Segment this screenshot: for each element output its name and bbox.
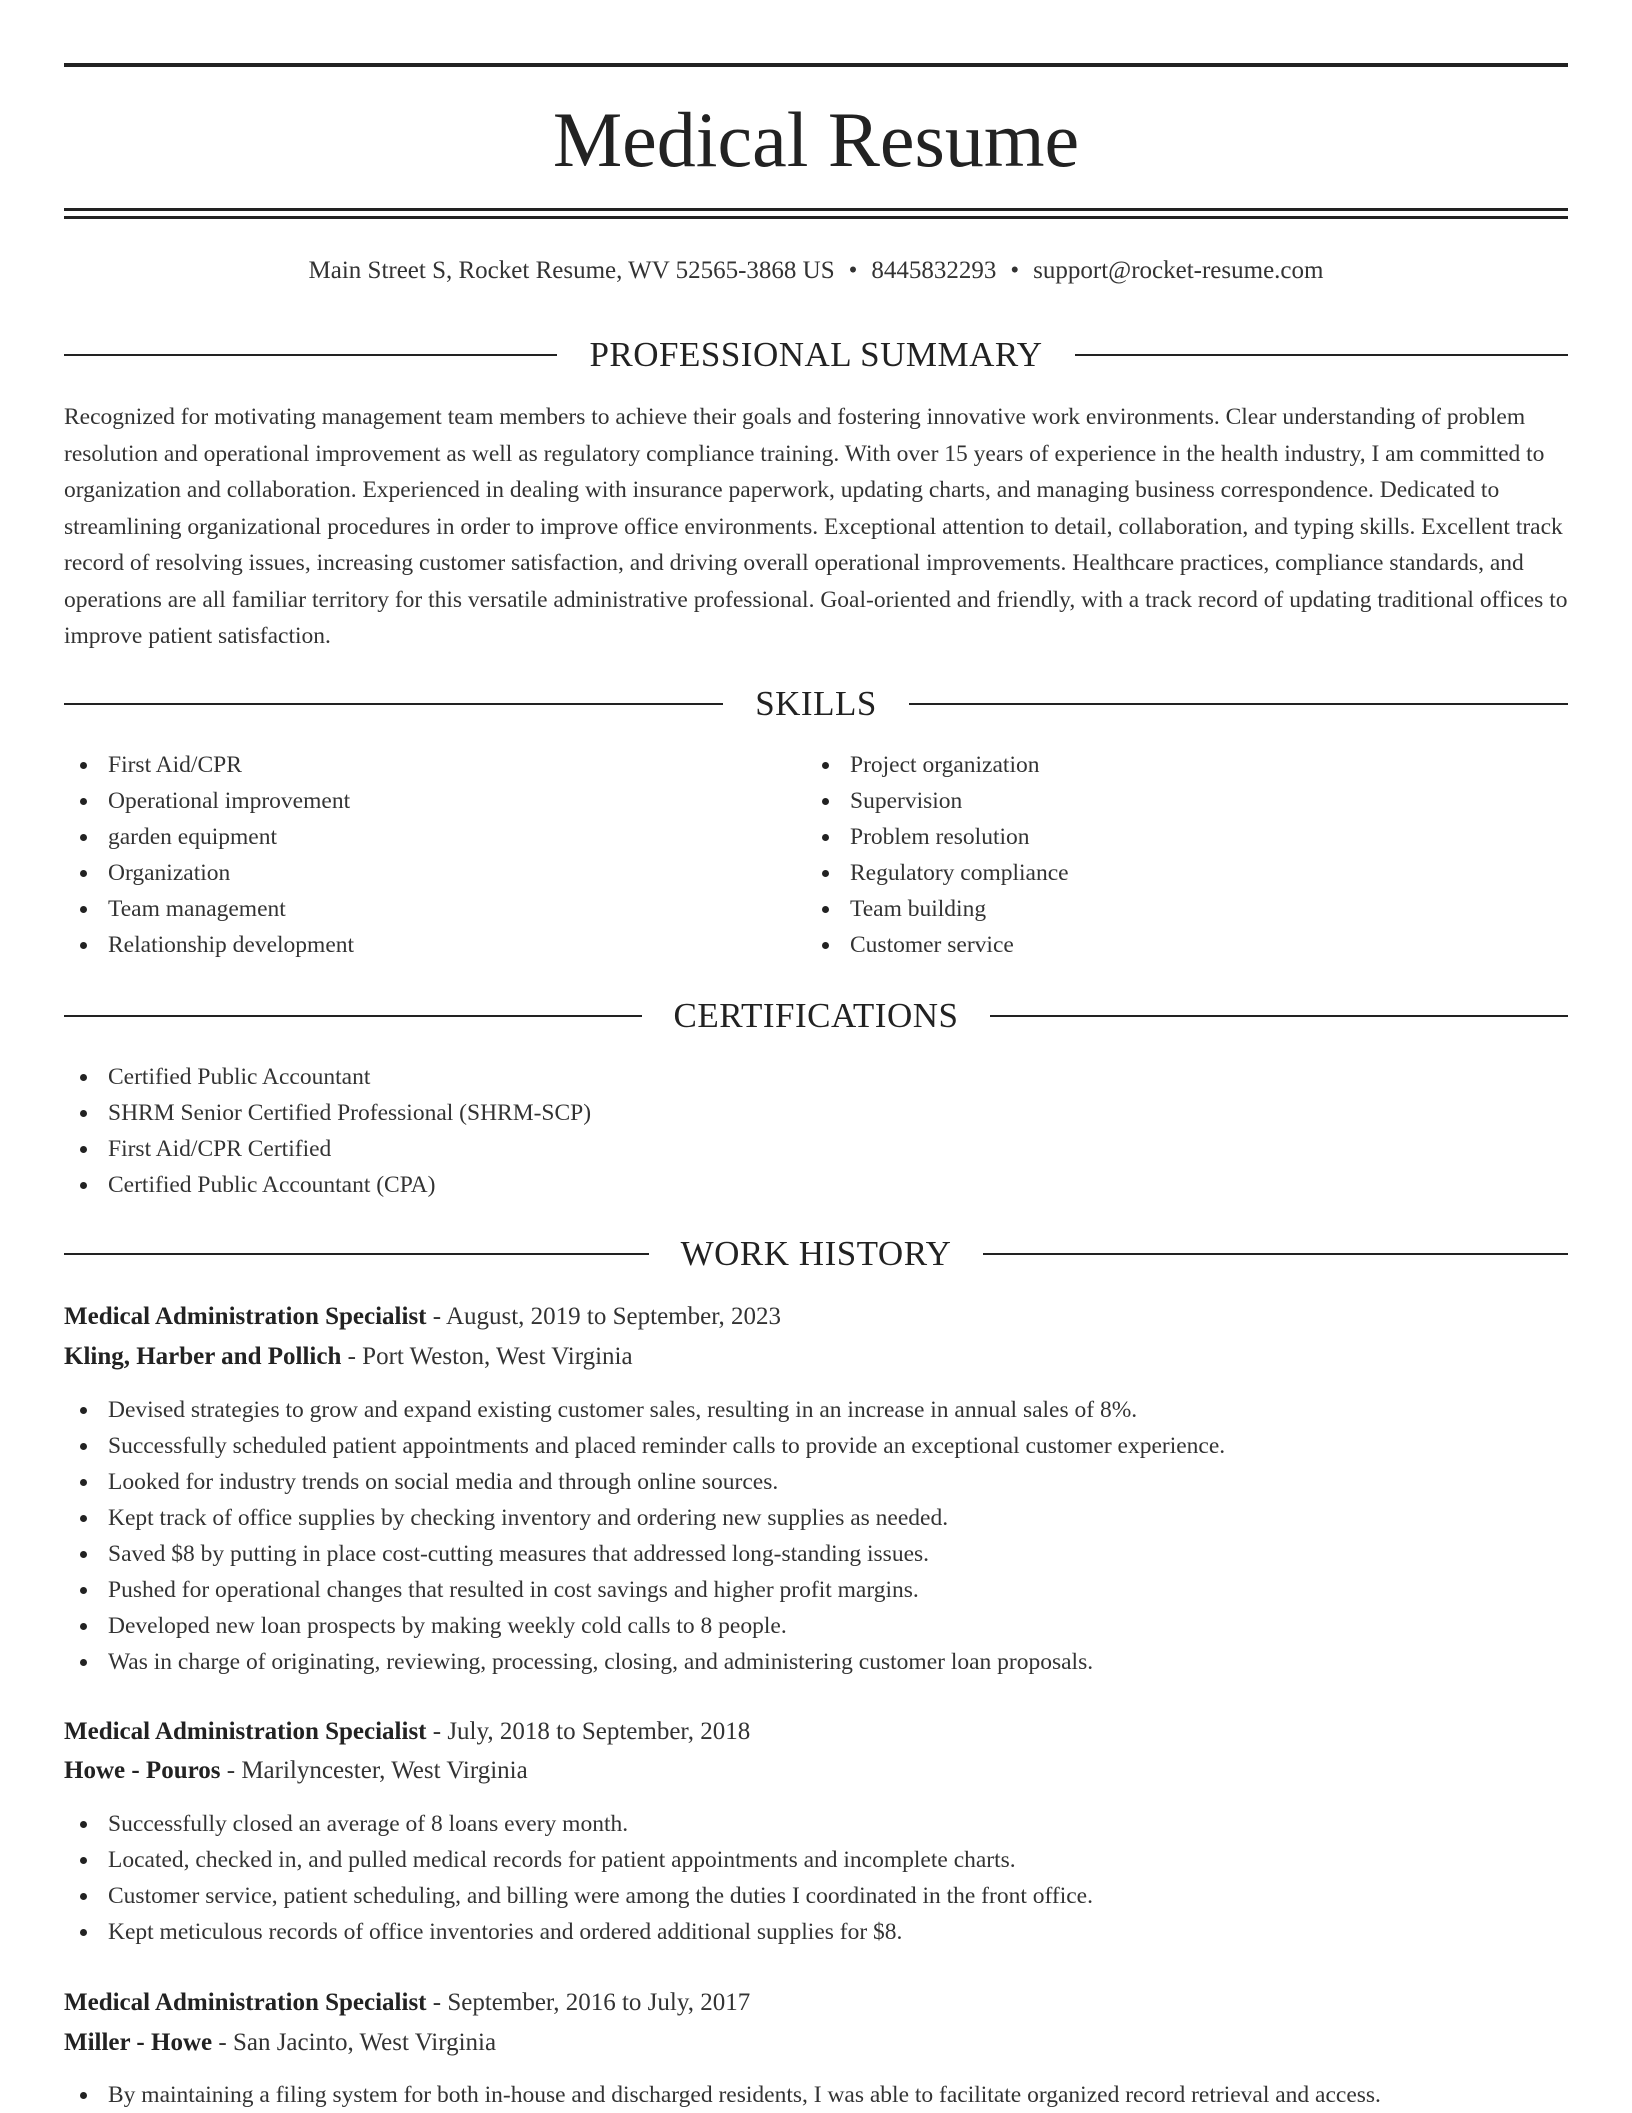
heading-rule-left xyxy=(64,354,557,356)
skill-item: Team management xyxy=(64,891,354,927)
summary-heading xyxy=(64,333,1568,377)
skill-item: Relationship development xyxy=(64,927,354,963)
job-bullet: Saved $8 by putting in place cost-cutting measures that addressed long-standing issues. xyxy=(64,1536,1225,1572)
job-company: Miller - Howe xyxy=(64,2029,213,2056)
job-bullet: Successfully closed an average of 8 loans every month. xyxy=(64,1806,1093,1842)
job-bullet: Developed new loan prospects by making weekly cold calls to 8 people. xyxy=(64,1608,1225,1644)
contact-email: support@rocket-resume.com xyxy=(1033,257,1324,284)
job-company: Howe - Pouros xyxy=(64,1757,221,1784)
job-dates: August, 2019 to September, 2023 xyxy=(445,1303,782,1330)
skill-item: First Aid/CPR xyxy=(64,747,354,783)
document-title: Medical Resume xyxy=(552,96,1080,183)
job-company: Kling, Harber and Pollich xyxy=(64,1343,342,1370)
heading-rule-left xyxy=(64,703,723,705)
title-rule-upper xyxy=(64,208,1568,211)
skills-heading-label: SKILLS xyxy=(755,684,877,723)
skill-item: Operational improvement xyxy=(64,783,354,819)
job-role: Medical Administration Specialist xyxy=(64,1718,427,1745)
job-role-line: Medical Administration Specialist - September, 2016 to July, 2017 xyxy=(64,1989,751,2016)
top-rule xyxy=(64,63,1568,67)
summary-heading-label: PROFESSIONAL SUMMARY xyxy=(589,335,1043,374)
skill-item: Organization xyxy=(64,855,354,891)
skills-heading xyxy=(64,682,1568,726)
contact-separator: • xyxy=(848,257,858,284)
job-role-line: Medical Administration Specialist - August, 2019 to September, 2023 xyxy=(64,1303,782,1330)
skill-item: Supervision xyxy=(806,783,1069,819)
job-bullet: Located, checked in, and pulled medical records for patient appointments and incomplete charts. xyxy=(64,1842,1093,1878)
heading-rule-right xyxy=(983,1253,1568,1255)
contact-separator: • xyxy=(1010,257,1020,284)
heading-rule-right xyxy=(990,1015,1568,1017)
heading-rule-left xyxy=(64,1253,649,1255)
job-company-line: Miller - Howe - San Jacinto, West Virginia xyxy=(64,2029,497,2056)
job-bullet: Kept track of office supplies by checking inventory and ordering new supplies as needed. xyxy=(64,1500,1225,1536)
job-role-line: Medical Administration Specialist - July, 2018 to September, 2018 xyxy=(64,1718,751,1745)
job-role: Medical Administration Specialist xyxy=(64,1989,427,2016)
skill-item: Regulatory compliance xyxy=(806,855,1069,891)
job-bullet: Successfully scheduled patient appointments and placed reminder calls to provide an exceptional customer experience. xyxy=(64,1428,1225,1464)
certification-item: Certified Public Accountant xyxy=(64,1059,591,1095)
skill-item: garden equipment xyxy=(64,819,354,855)
work-history-heading xyxy=(64,1232,1568,1276)
job-bullet: Pushed for operational changes that resulted in cost savings and higher profit margins. xyxy=(64,1572,1225,1608)
job-bullet: Customer service, patient scheduling, and billing were among the duties I coordinated in the front office. xyxy=(64,1878,1093,1914)
job-dates: September, 2016 to July, 2017 xyxy=(447,1989,751,2016)
job-bullet: Was in charge of originating, reviewing, processing, closing, and administering customer loan proposals. xyxy=(64,1644,1225,1680)
title-rule-lower xyxy=(64,216,1568,219)
certification-item: First Aid/CPR Certified xyxy=(64,1131,591,1167)
skills-list-left xyxy=(64,747,354,963)
job-bullets xyxy=(64,1392,1225,1680)
certification-item: SHRM Senior Certified Professional (SHRM-SCP) xyxy=(64,1095,591,1131)
job-bullets xyxy=(64,1806,1093,1950)
certifications-list xyxy=(64,1059,591,1203)
job-bullet: Looked for industry trends on social media and through online sources. xyxy=(64,1464,1225,1500)
skill-item: Team building xyxy=(806,891,1069,927)
job-dates: July, 2018 to September, 2018 xyxy=(447,1718,751,1745)
heading-rule-right xyxy=(909,703,1568,705)
certification-item: Certified Public Accountant (CPA) xyxy=(64,1167,591,1203)
job-location: San Jacinto, West Virginia xyxy=(232,2029,497,2056)
contact-line xyxy=(64,254,1568,288)
skill-item: Customer service xyxy=(806,927,1069,963)
contact-phone: 8445832293 xyxy=(871,257,997,284)
job-location: Port Weston, West Virginia xyxy=(362,1343,633,1370)
skill-item: Problem resolution xyxy=(806,819,1069,855)
job-bullet: Kept meticulous records of office inventories and ordered additional supplies for $8. xyxy=(64,1914,1093,1950)
contact-address: Main Street S, Rocket Resume, WV 52565-3868 US xyxy=(308,257,835,284)
job-company-line: Howe - Pouros - Marilyncester, West Virginia xyxy=(64,1757,528,1784)
work-history-heading-label: WORK HISTORY xyxy=(680,1234,952,1273)
job-bullet: Devised strategies to grow and expand existing customer sales, resulting in an increase in annual sales of 8%. xyxy=(64,1392,1225,1428)
certifications-heading xyxy=(64,994,1568,1038)
job-location: Marilyncester, West Virginia xyxy=(241,1757,528,1784)
certifications-heading-label: CERTIFICATIONS xyxy=(673,996,959,1035)
skill-item: Project organization xyxy=(806,747,1069,783)
heading-rule-right xyxy=(1075,354,1568,356)
job-bullets xyxy=(64,2077,1381,2113)
job-bullet: By maintaining a filing system for both in-house and discharged residents, I was able to facilitate organized record retrieval and access. xyxy=(64,2077,1381,2113)
skills-list-right xyxy=(806,747,1069,963)
job-company-line: Kling, Harber and Pollich - Port Weston, West Virginia xyxy=(64,1343,633,1370)
job-role: Medical Administration Specialist xyxy=(64,1303,427,1330)
summary-text: Recognized for motivating management team members to achieve their goals and fostering innovative work environments. Clear understanding of problem resolution and operational improvement as well as regulatory compliance training. With over 15 years of experience in the health industry, I am committed to organization and collaboration. Experienced in dealing with insurance paperwork, updating charts, and managing business correspondence. Dedicated to streamlining organizational procedures in order to improve office environments. Exceptional attention to detail, collaboration, and typing skills. Excellent track record of resolving issues, increasing customer satisfaction, and driving overall operational improvements. Healthcare practices, compliance standards, and operations are all familiar territory for this versatile administrative professional. Goal-oriented and friendly, with a track record of updating traditional offices to improve patient satisfaction. xyxy=(64,404,1568,649)
heading-rule-left xyxy=(64,1015,642,1017)
